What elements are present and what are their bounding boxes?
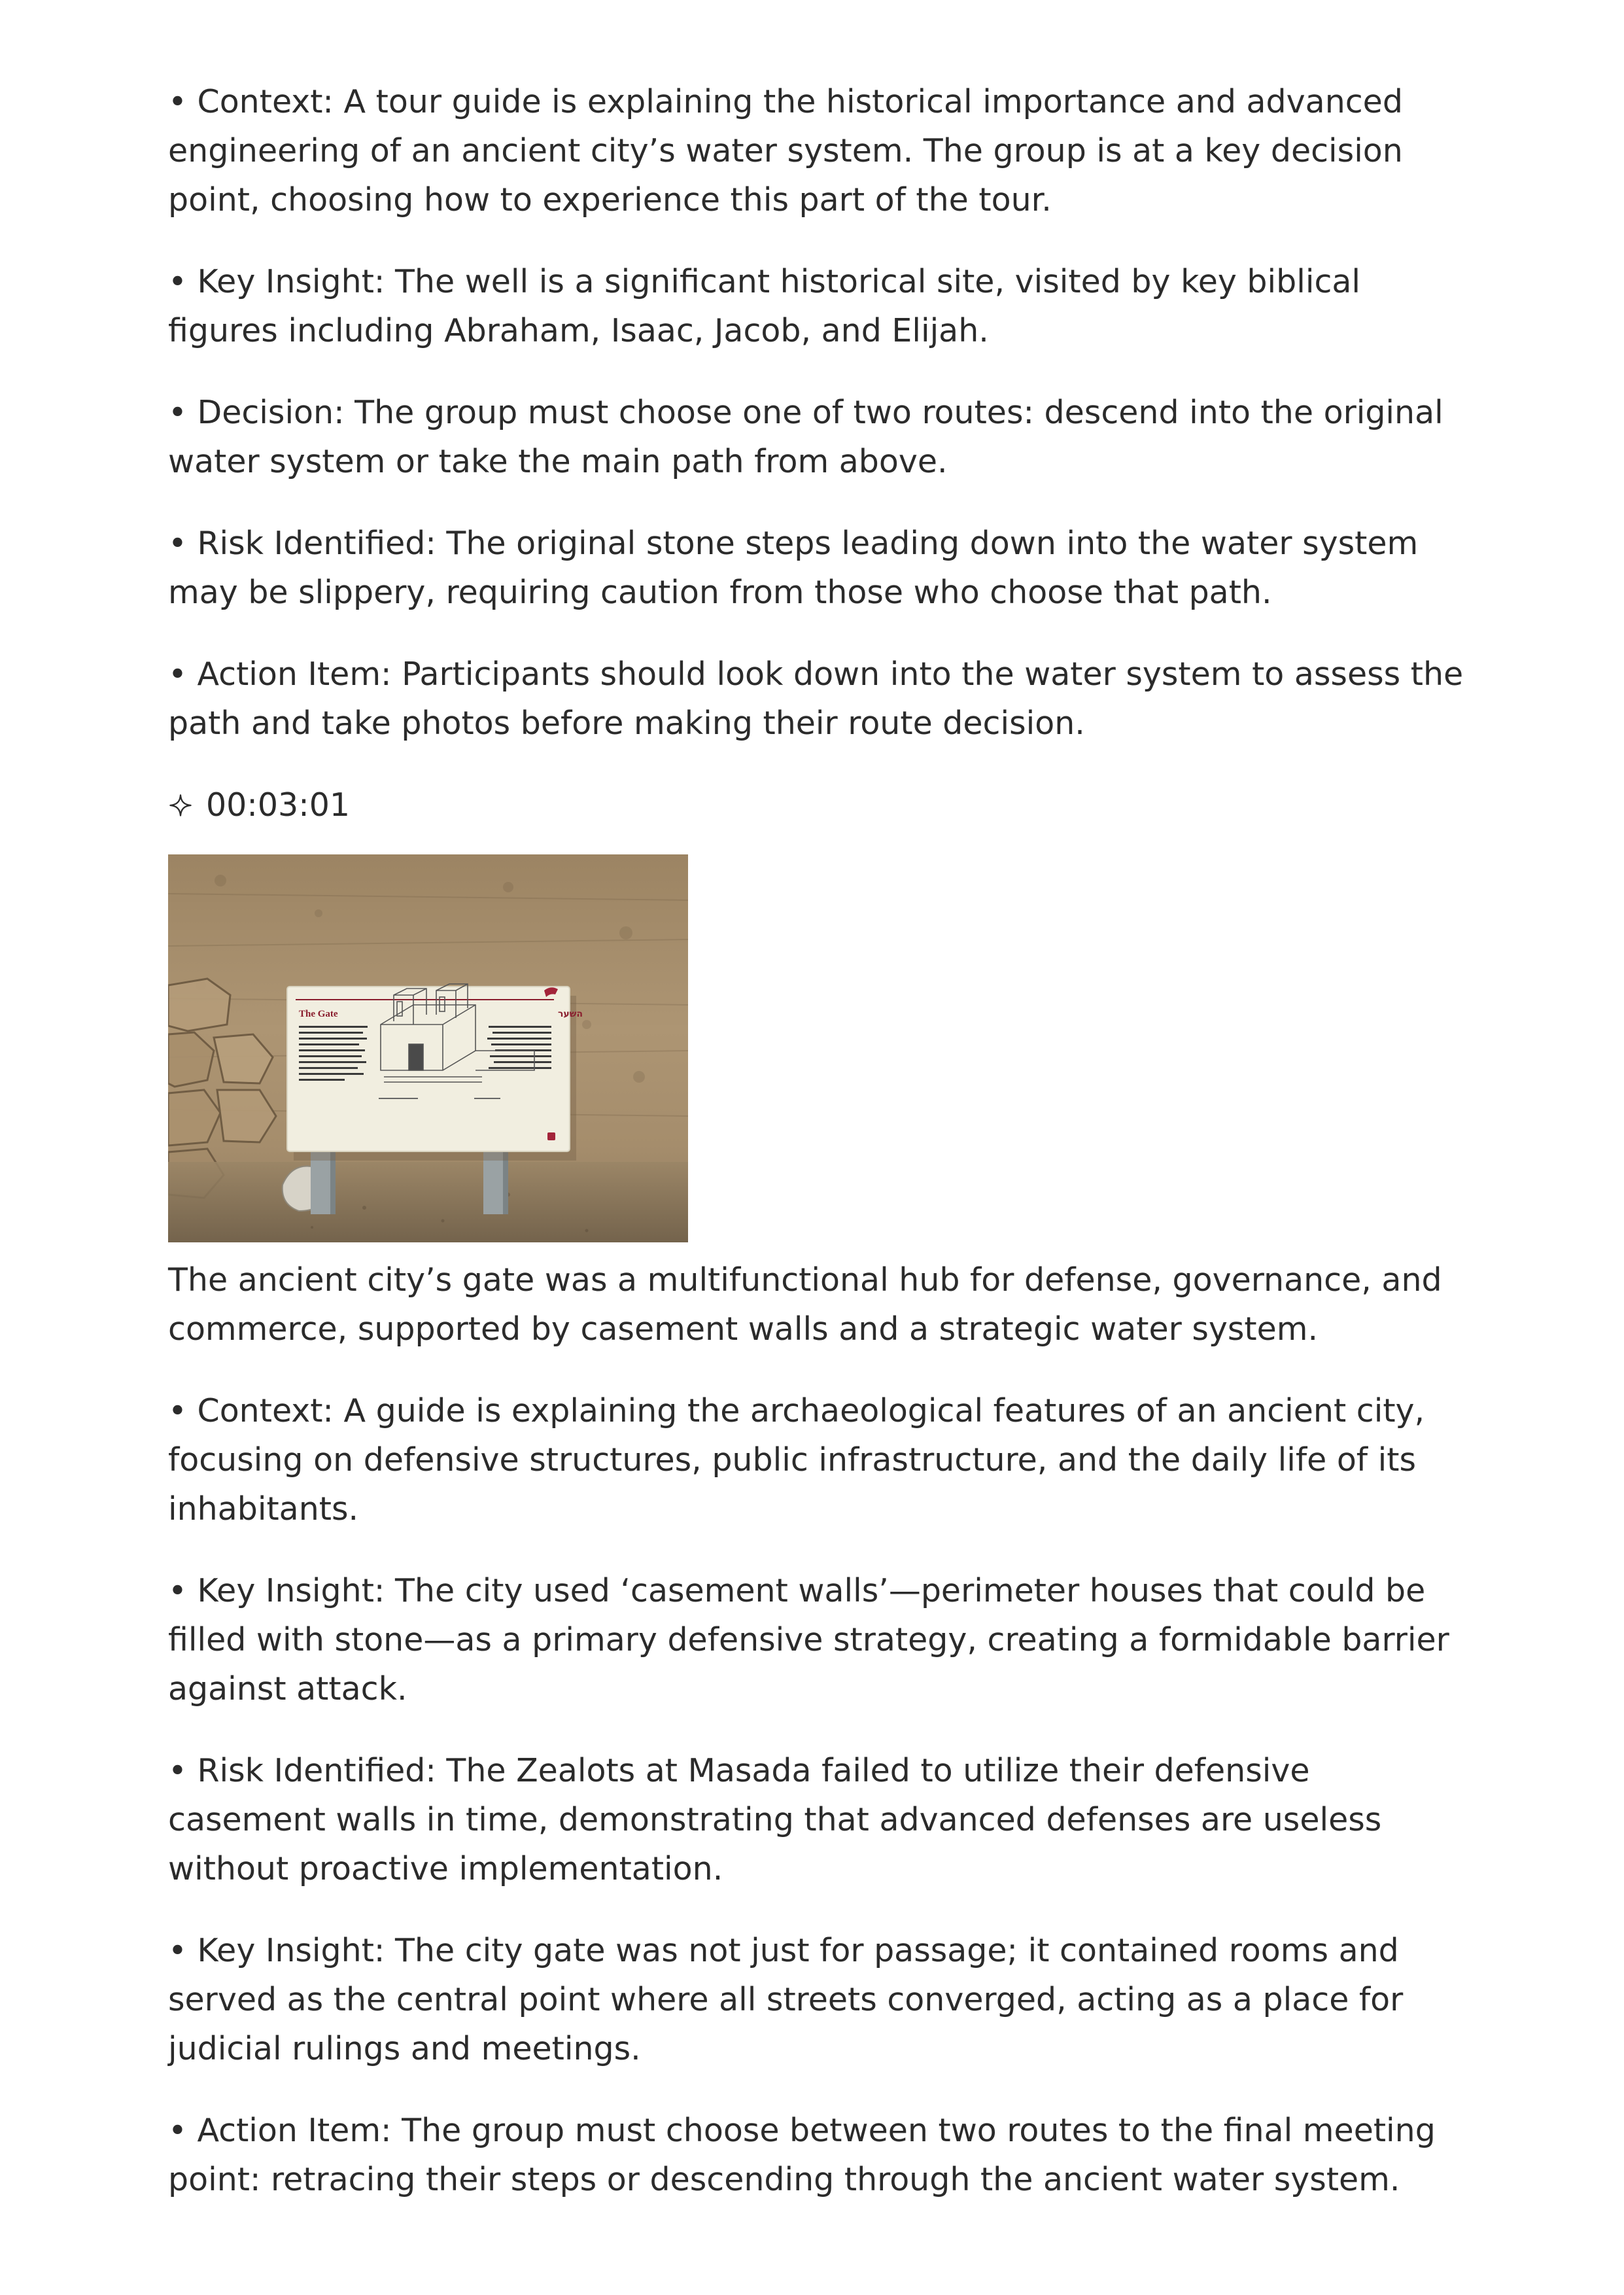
bullet-key-insight-2: • Key Insight: The city used ‘casement walls’—perimeter houses that could be filled with stone—as a primary defensive strategy, creating a formidable barrier against attack. bbox=[168, 1572, 1449, 1708]
photo-caption: The ancient city’s gate was a multifunctional hub for defense, governance, and commerce, supported by casement walls and a strategic water system. bbox=[168, 1261, 1442, 1348]
gate-sign-photo bbox=[168, 854, 688, 1242]
bullet-risk-2: • Risk Identified: The Zealots at Masada failed to utilize their defensive casement walls in time, demonstrating that advanced defenses are useless without proactive implementation. bbox=[168, 1752, 1382, 1887]
timestamp-value: 00:03:01 bbox=[206, 786, 351, 824]
bullet-key-insight-3: • Key Insight: The city gate was not just for passage; it contained rooms and served as the central point where all streets converged, acting as a place for judicial rulings and meetings. bbox=[168, 1932, 1404, 2067]
document-page bbox=[168, 77, 1476, 2237]
bullet-decision: • Decision: The group must choose one of two routes: descend into the original water system or take the main path from above. bbox=[168, 394, 1443, 480]
bullet-key-insight: • Key Insight: The well is a significant historical site, visited by key biblical figures including Abraham, Isaac, Jacob, and Elijah. bbox=[168, 263, 1361, 349]
bullet-context-2: • Context: A guide is explaining the archaeological features of an ancient city, focusing on defensive structures, public infrastructure, and the daily life of its inhabitants. bbox=[168, 1392, 1425, 1528]
bullet-action-item: • Action Item: Participants should look down into the water system to assess the path and take photos before making their route decision. bbox=[168, 656, 1464, 742]
sign-title: The Gate bbox=[299, 1009, 338, 1019]
bullet-risk: • Risk Identified: The original stone steps leading down into the water system may be slippery, requiring caution from those who choose that path. bbox=[168, 525, 1419, 611]
bullet-action-item-2: • Action Item: The group must choose between two routes to the final meeting point: retracing their steps or descending through the ancient water system. bbox=[168, 2112, 1436, 2198]
timestamp bbox=[168, 780, 1476, 830]
sign-title-hebrew: השער bbox=[558, 1009, 583, 1019]
bullet-context: • Context: A tour guide is explaining the historical importance and advanced engineering of an ancient city’s water system. The group is at a key decision point, choosing how to experience this part of the tour. bbox=[168, 83, 1403, 219]
sparkle-icon bbox=[169, 794, 192, 816]
